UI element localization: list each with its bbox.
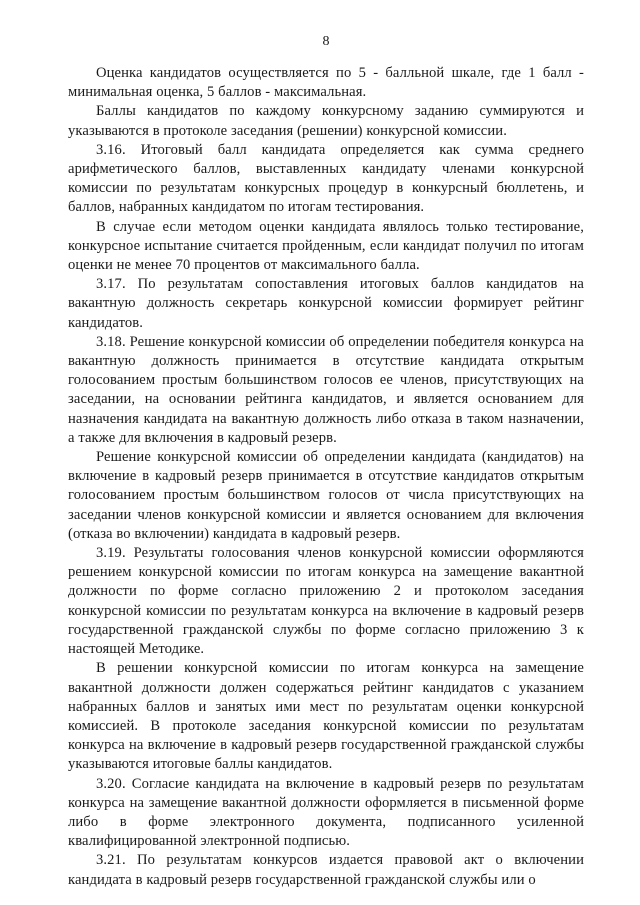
paragraph-testing: В случае если методом оценки кандидата являлось только тестирование, конкурсное испытание считается пройденным, если кандидат получил по итогам оценки не менее 70 процентов от максимального балла.	[68, 218, 584, 274]
paragraph-points-sum: Баллы кандидатов по каждому конкурсному заданию суммируются и указываются в протоколе заседания (решении) конкурсной комиссии.	[68, 103, 584, 139]
paragraph-scale: Оценка кандидатов осуществляется по 5 - балльной шкале, где 1 балл - минимальная оценка, 5 баллов - максимальная.	[68, 65, 584, 101]
paragraph-rating: В решении конкурсной комиссии по итогам конкурса на замещение вакантной должности должен содержаться рейтинг кандидатов с указанием набранных баллов и занятых ими мест по результатам оценки конкурсной комиссией. В протоколе заседания конкурсной комиссии по результатам конкурса на включение в кадровый резерв государственной гражданской службы указываются итоговые баллы кандидатов.	[68, 660, 584, 773]
paragraph-3-17: 3.17. По результатам сопоставления итоговых баллов кандидатов на вакантную должность секретарь конкурсной комиссии формирует рейтинг кандидатов.	[68, 276, 584, 331]
paragraph-3-18: 3.18. Решение конкурсной комиссии об определении победителя конкурса на вакантную должность принимается в отсутствие кандидата открытым голосованием простым большинством голосов ее членов, присутствующих на заседании, на основании рейтинга кандидатов, и является основанием для назначения кандидата на вакантную должность либо отказа в таком назначении, а также для включения в кадровый резерв.	[68, 333, 584, 446]
page-number: 8	[322, 34, 330, 49]
paragraph-3-20: 3.20. Согласие кандидата на включение в кадровый резерв по результатам конкурса на замещение вакантной должности оформляется в письменной форме либо в форме электронного документа, подписанного усиленной квалифицированной электронной подписью.	[68, 775, 584, 850]
paragraph-3-16: 3.16. Итоговый балл кандидата определяется как сумма среднего арифметического баллов, выставленных кандидату членами конкурсной комиссии по результатам конкурсных процедур в конкурсный бюллетень, и баллов, набранных кандидатом по итогам тестирования.	[68, 141, 584, 216]
paragraph-reserve-decision: Решение конкурсной комиссии об определении кандидата (кандидатов) на включение в кадровый резерв принимается в отсутствие кандидатов открытым голосованием простым большинством голосов от числа присутствующих на заседании членов конкурсной комиссии и является основанием для включения (отказа во включении) кандидата в кадровый резерв.	[68, 449, 584, 542]
paragraph-3-21: 3.21. По результатам конкурсов издается правовой акт о включении кандидата в кадровый резерв государственной гражданской службы или о	[68, 852, 584, 888]
paragraph-3-19: 3.19. Результаты голосования членов конкурсной комиссии оформляются решением конкурсной комиссии по итогам конкурса на замещение вакантной должности по форме согласно приложению 2 и протоколом заседания конкурсной комиссии по результатам конкурса на включение в кадровый резерв государственной гражданской службы по форме согласно приложению 3 к настоящей Методике.	[68, 545, 584, 658]
